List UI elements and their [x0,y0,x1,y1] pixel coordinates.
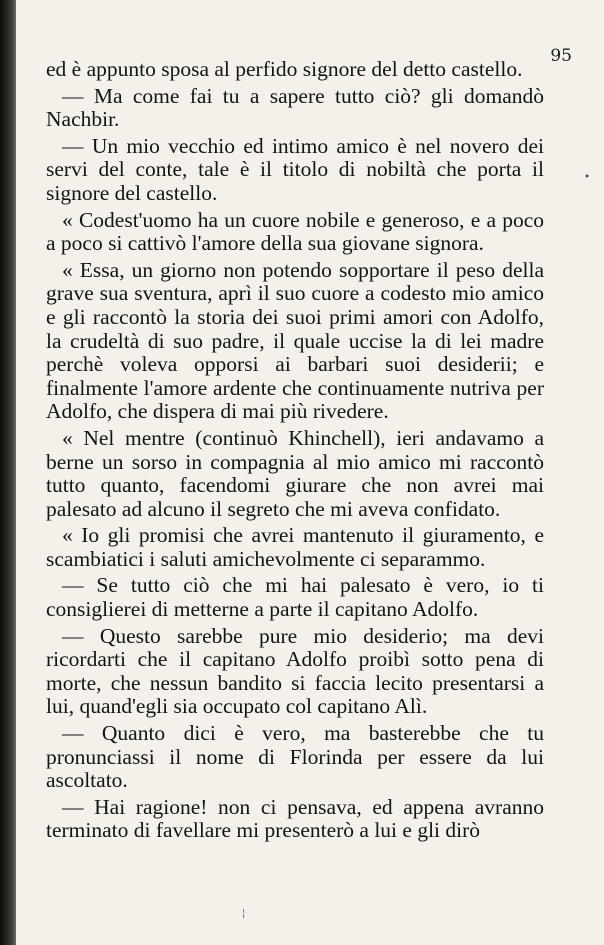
paragraph: — Quanto dici è vero, ma basterebbe che tu pronunciassi il nome di Florinda per essere da lui ascoltato. [46,721,544,793]
page-number: 95 [550,46,572,66]
paragraph: ed è appunto sposa al perfido signore del detto castello. [46,57,523,81]
paragraph: « Io gli promisi che avrei mantenuto il giuramento, e scambiatici i saluti amichevolmente ci separammo. [46,523,544,571]
ink-speck-mark: ¦ [242,908,246,919]
book-page [16,0,604,945]
page-body [46,58,544,846]
paragraph: — Se tutto ciò che mi hai palesato è vero, io ti consiglierei di metterne a parte il capitano Adolfo. [46,573,544,622]
paragraph: « Codest'uomo ha un cuore nobile e generoso, e a poco a poco si cattivò l'amore della sua giovane signora. [46,207,544,256]
paragraph: « Essa, un giorno non potendo sopportare il peso della grave sua sventura, aprì il suo cuore a codesto mio amico e gli raccontò la storia dei suoi primi amori con Adolfo, la crudeltà di suo padre, il quale uccise la di lei madre perchè voleva opporsi ai barbari suoi desiderii; e finalmente l'amore ardente che continuamente nutriva per Adolfo, che dispera di mai più rivedere. [46,257,544,424]
ink-speck-mark: • [584,172,590,183]
paragraph: « Nel mentre (continuò Khinchell), ieri andavamo a berne un sorso in compagnia al mio amico mi raccontò tutto quanto, facendomi giurare che non avrei mai palesato ad alcuno il segreto che mi aveva confidato. [46,425,544,521]
paragraph: — Hai ragione! non ci pensava, ed appena avranno terminato di favellare mi presenterò a lui e gli dirò [46,794,544,843]
paragraph: — Questo sarebbe pure mio desiderio; ma devi ricordarti che il capitano Adolfo proibì sotto pena di morte, che nessun bandito si faccia lecito presentarsi a lui, quand'egli sia occupato col capitano Alì. [46,623,544,719]
paragraph: — Un mio vecchio ed intimo amico è nel novero dei servi del conte, tale è il titolo di nobiltà che porta il signore del castello. [46,133,544,205]
book-spine-shadow [0,0,16,945]
paragraph: — Ma come fai tu a sapere tutto ciò? gli domandò Nachbir. [46,83,544,132]
